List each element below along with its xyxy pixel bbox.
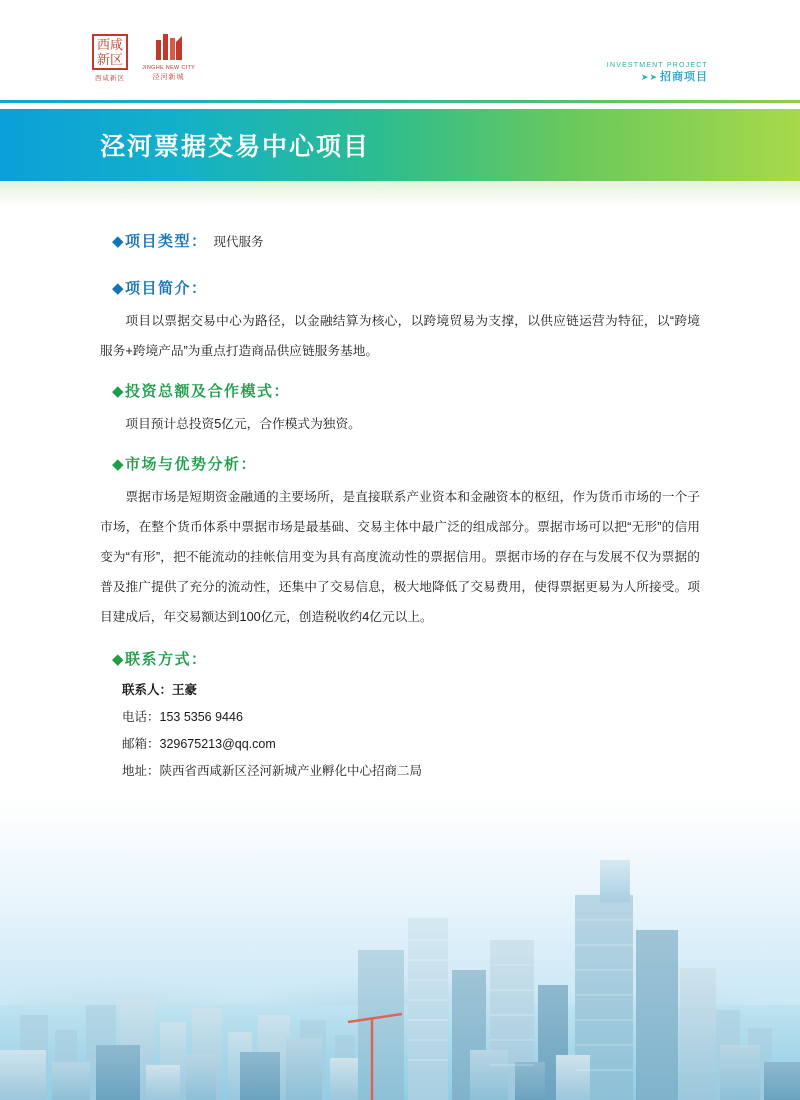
investment-project-tag <box>607 62 708 85</box>
document-content <box>0 230 800 791</box>
double-arrow-icon: ➤➤ <box>640 71 658 82</box>
jinghe-mark-icon <box>152 28 186 62</box>
xixian-logo <box>92 34 128 82</box>
city-skyline-illustration <box>0 800 800 1100</box>
xixian-logo-caption: 西咸新区 <box>95 75 125 82</box>
section-heading-text: ◆市场与优势分析： <box>112 457 258 473</box>
jinghe-logo-caption-cn: 泾河新城 <box>152 74 185 81</box>
section-market-heading <box>112 453 700 474</box>
header-divider <box>0 100 800 103</box>
jinghe-logo <box>142 28 195 82</box>
skyline-buildings-icon <box>0 800 800 1100</box>
contact-address: 地址：陕西省西咸新区泾河新城产业孵化中心招商二局 <box>122 764 423 778</box>
section-investment-heading <box>112 380 700 401</box>
section-project-type <box>100 230 700 251</box>
contact-person: 联系人：王豪 <box>122 683 198 697</box>
xixian-mark-bottom: 新区 <box>96 52 123 67</box>
contact-phone: 电话：153 5356 9446 <box>122 710 243 724</box>
section-heading-text: ◆投资总额及合作模式： <box>112 384 291 400</box>
section-heading-text: ◆联系方式： <box>112 652 208 668</box>
section-investment <box>100 380 700 439</box>
project-type-value: 现代服务 <box>213 234 264 249</box>
section-heading-text: ◆项目简介： <box>112 281 208 297</box>
investment-tag-cn-label: 招商项目 <box>660 70 708 83</box>
section-market-analysis <box>100 453 700 632</box>
xixian-mark-top: 西咸 <box>96 37 123 52</box>
investment-tag-cn <box>607 71 708 85</box>
contact-details <box>122 677 700 785</box>
project-intro-body: 项目以票据交易中心为路径，以金融结算为核心，以跨境贸易为支撑，以供应链运营为特征，以“跨境服务+跨境产品”为重点打造商品供应链服务基地。 <box>100 314 700 358</box>
jinghe-logo-caption-en: JINGHE NEW CITY <box>142 65 196 71</box>
title-banner <box>0 109 800 181</box>
title-banner-fade <box>0 181 800 207</box>
section-project-type-heading <box>112 230 700 251</box>
section-contact <box>100 648 700 785</box>
page-header <box>0 0 800 100</box>
section-heading-text: ◆项目类型： <box>112 234 208 250</box>
section-project-intro-heading <box>112 277 700 298</box>
contact-email: 邮箱：329675213@qq.com <box>122 737 276 751</box>
jinghe-logo-mark <box>152 28 186 62</box>
section-contact-heading <box>112 648 700 669</box>
market-body: 票据市场是短期资金融通的主要场所，是直接联系产业资本和金融资本的枢纽，作为货币市场的一个子市场，在整个货币体系中票据市场是最基础、交易主体中最广泛的组成部分。票据市场可以把“无形”的信用变为“有形”，把不能流动的挂帐信用变为具有高度流动性的票据信用。票据市场的存在与发展不仅为票据的普及推广提供了充分的流动性，还集中了交易信息，极大地降低了交易费用，使得票据更易为人所接受。项目建成后，年交易额达到100亿元，创造税收约4亿元以上。 <box>100 490 700 624</box>
page-title: 泾河票据交易中心项目 <box>100 134 371 161</box>
investment-body: 项目预计总投资5亿元，合作模式为独资。 <box>125 417 361 431</box>
section-project-intro <box>100 277 700 366</box>
investment-tag-en: INVESTMENT PROJECT <box>606 62 708 69</box>
logo-group <box>92 28 195 82</box>
xixian-logo-mark <box>92 34 128 70</box>
